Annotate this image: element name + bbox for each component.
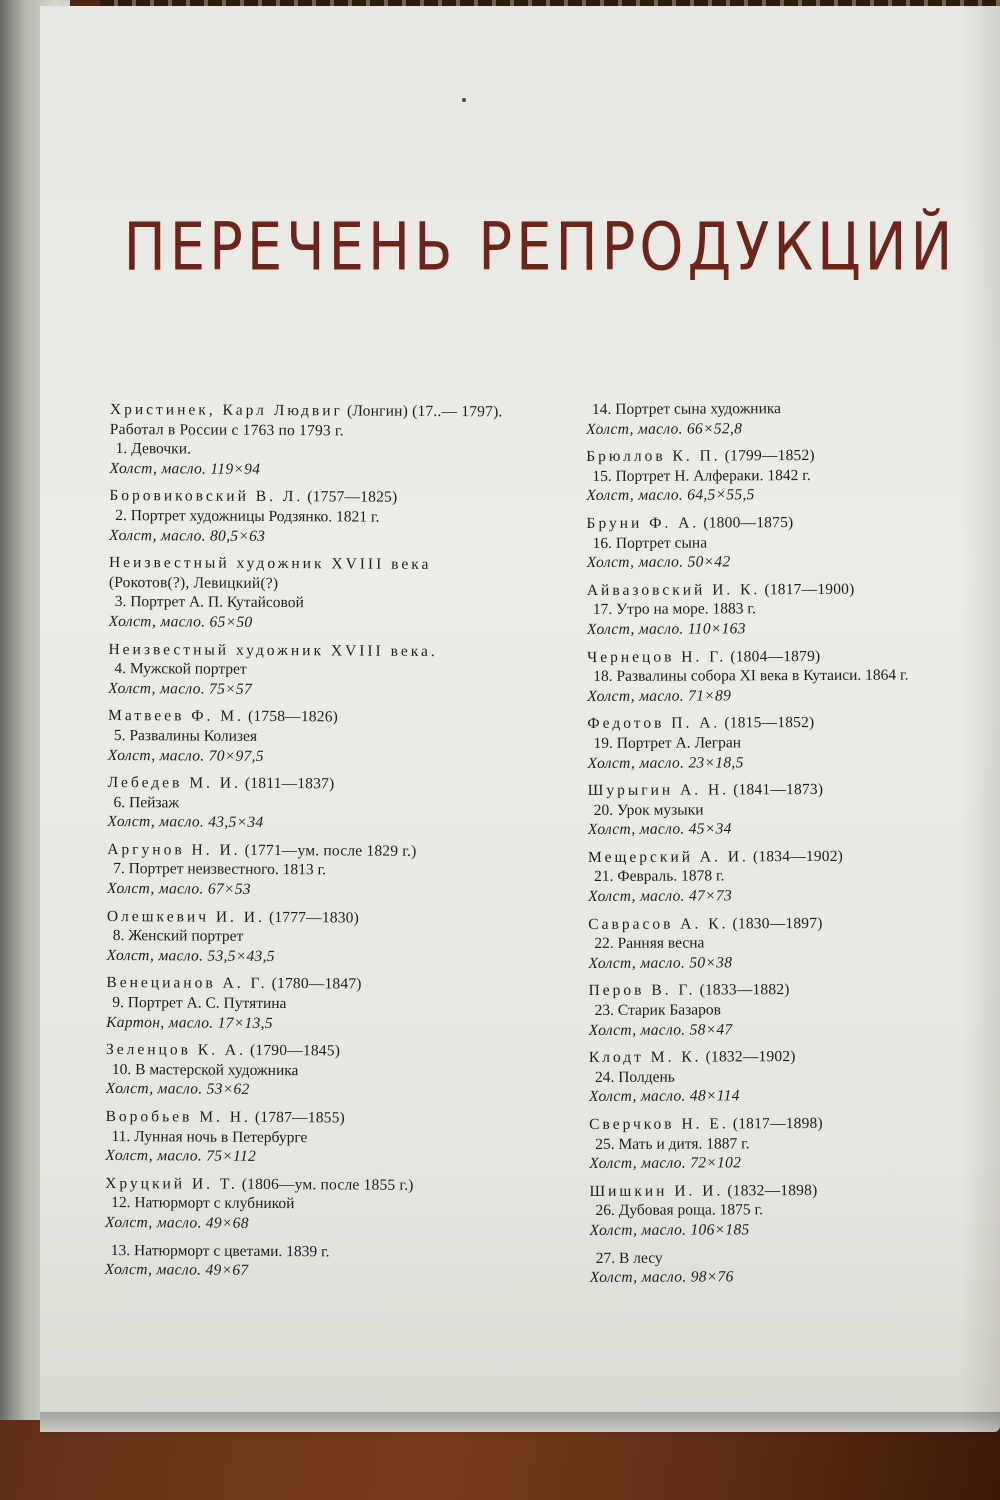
- artwork-medium: Холст, масло. 70×97,5: [107, 746, 264, 765]
- artist-dates: (1817—1900): [760, 580, 855, 598]
- artist-dates: (1806—ум. после 1855 г.): [237, 1175, 414, 1194]
- artist-name: Матвеев Ф. М.: [108, 707, 244, 726]
- artwork-title: 4. Мужской портрет: [114, 660, 247, 678]
- artwork-title: 14. Портрет сына художника: [592, 400, 782, 418]
- artist-name: Венецианов А. Г.: [106, 974, 268, 993]
- artwork-medium: Холст, масло. 43,5×34: [107, 813, 264, 832]
- artwork-medium: Холст, масло. 47×73: [588, 887, 733, 906]
- artwork-title: 15. Портрет Н. Алфераки. 1842 г.: [592, 466, 811, 485]
- artist-dates: (1790—1845): [245, 1042, 341, 1060]
- artwork-medium: Холст, масло. 80,5×63: [109, 526, 266, 545]
- artwork-title: 12. Натюрморт с клубникой: [111, 1194, 295, 1213]
- catalog-entry: [589, 1113, 984, 1174]
- artwork-title: 20. Урок музыки: [593, 801, 704, 819]
- artist-line: [587, 579, 982, 600]
- artist-line: [587, 713, 982, 734]
- artist-name: Сверчков Н. Е.: [589, 1115, 729, 1133]
- artwork-title: 23. Старик Базаров: [594, 1001, 721, 1019]
- catalog-entry: [587, 579, 982, 640]
- artist-line: [586, 512, 981, 533]
- artist-line: [105, 1174, 505, 1196]
- artwork-title: 21. Февраль. 1878 г.: [594, 867, 725, 886]
- artist-line: [109, 553, 509, 595]
- artist-dates: (1780—1847): [267, 975, 362, 993]
- catalog-entry: [588, 846, 983, 907]
- artist-dates: (1811—1837): [240, 774, 335, 793]
- artwork-medium: Холст, масло. 53,5×43,5: [106, 946, 275, 965]
- artist-dates: (1804—1879): [726, 647, 821, 665]
- artist-dates: (1799—1852): [720, 447, 815, 465]
- catalog-entry: [108, 640, 508, 701]
- artist-dates: (1832—1902): [701, 1048, 796, 1066]
- catalog-entry: [107, 907, 507, 968]
- catalog-entry: [586, 398, 981, 439]
- artwork-medium: Холст, масло. 75×112: [105, 1147, 257, 1166]
- artist-dates: (1833—1882): [695, 981, 790, 999]
- artist-line: [106, 1040, 506, 1062]
- artist-line: [107, 840, 507, 862]
- artwork-medium: Холст, масло. 98×76: [589, 1268, 734, 1287]
- artist-line: [110, 400, 510, 442]
- artist-name: Чернецов Н. Г.: [587, 647, 727, 666]
- artwork-title: 7. Портрет неизвестного. 1813 г.: [113, 860, 327, 879]
- artist-dates: (1830—1897): [728, 914, 823, 933]
- artist-dates: (1841—1873): [729, 781, 824, 799]
- artist-line: [108, 773, 508, 795]
- artist-name: Христинек, Карл Людвиг: [109, 400, 343, 420]
- artwork-title: 25. Мать и дитя. 1887 г.: [595, 1134, 750, 1153]
- artwork-title: 10. В мастерской художника: [111, 1060, 299, 1079]
- artist-dates: (1817—1898): [728, 1114, 823, 1133]
- artwork-title: 26. Дубовая роща. 1875 г.: [595, 1201, 764, 1220]
- artwork-medium: Холст, масло. 72×102: [589, 1154, 742, 1173]
- artist-dates: (1771—ум. после 1829 г.): [240, 841, 417, 860]
- artist-name: Федотов П. А.: [587, 714, 721, 733]
- right-column: [586, 398, 985, 1295]
- artwork-title: 9. Портрет А. С. Путятина: [112, 994, 287, 1013]
- page-bottom-shadow: [40, 1412, 1000, 1440]
- artist-line: [589, 1113, 984, 1134]
- artwork-medium: Холст, масло. 106×185: [589, 1221, 750, 1239]
- page-title: ПЕРЕЧЕНЬ РЕПРОДУКЦИЙ: [123, 209, 957, 286]
- artwork-medium: Холст, масло. 65×50: [108, 612, 253, 631]
- artist-line: [108, 640, 508, 662]
- artwork-title: 22. Ранняя весна: [594, 934, 705, 953]
- artwork-title: 5. Развалины Колизея: [113, 726, 258, 745]
- catalog-entry: [587, 646, 982, 707]
- artist-dates: (1800—1875): [699, 514, 794, 532]
- catalog-entry: [105, 1107, 505, 1168]
- catalog-entry: [105, 1241, 505, 1283]
- artist-name: Лебедев М. И.: [107, 774, 241, 792]
- artwork-title: 8. Женский портрет: [112, 927, 244, 946]
- catalog-entry: [106, 973, 506, 1034]
- artist-name: Неизвестный художник XVIII века: [108, 554, 432, 574]
- catalog-entry: [105, 1174, 505, 1235]
- artist-name: Боровиковский В. Л.: [109, 487, 304, 506]
- artist-name: Мещерский А. И.: [587, 848, 749, 866]
- artist-name: Шишкин И. И.: [589, 1182, 724, 1200]
- artwork-medium: Холст, масло. 58×47: [588, 1020, 733, 1039]
- artwork-title: 16. Портрет сына: [592, 534, 708, 552]
- artist-name: Брюллов К. П.: [586, 447, 721, 466]
- artist-line: [589, 1180, 984, 1201]
- catalog-entry: [590, 1247, 985, 1288]
- artwork-title: 18. Развалины собора XI века в Кутаиси. 1864 г.: [593, 666, 909, 686]
- artist-dates: (1777—1830): [264, 908, 360, 927]
- artist-line: [589, 1046, 984, 1067]
- artwork-medium: Холст, масло. 71×89: [587, 687, 732, 705]
- artwork-title: 27. В лесу: [595, 1249, 663, 1267]
- catalog-entry: [107, 773, 507, 834]
- artist-name: Перов В. Г.: [588, 981, 696, 1000]
- artist-line: [106, 973, 506, 995]
- artist-dates: (1787—1855): [250, 1108, 345, 1127]
- artwork-title: 1. Девочки.: [115, 440, 191, 458]
- artwork-medium: Холст, масло. 110×163: [586, 620, 746, 638]
- artist-name: Саврасов А. К.: [588, 915, 729, 933]
- artist-line: [107, 907, 507, 929]
- artwork-medium: Картон, масло. 17×13,5: [106, 1013, 273, 1032]
- artist-name: Клодт М. К.: [588, 1048, 702, 1067]
- catalog-entry: [109, 486, 509, 547]
- artwork-medium: Холст, масло. 23×18,5: [587, 753, 744, 772]
- catalog-entry: [588, 779, 983, 840]
- catalog-entry: [586, 445, 981, 506]
- artist-line: [109, 486, 509, 508]
- catalog-entry: [107, 840, 507, 901]
- catalog-entry: [588, 913, 983, 974]
- artist-dates: (1758—1826): [243, 708, 339, 726]
- artwork-medium: Холст, масло. 53×62: [105, 1080, 250, 1099]
- artist-line: [108, 706, 508, 728]
- artwork-medium: Холст, масло. 119×94: [109, 459, 261, 478]
- artwork-medium: Холст, масло. 45×34: [587, 820, 732, 839]
- artwork-title: 6. Пейзаж: [113, 793, 180, 812]
- artist-line: [587, 646, 982, 667]
- artwork-medium: Холст, масло. 66×52,8: [586, 419, 743, 438]
- artist-line: [588, 779, 983, 800]
- artist-name: Хруцкий И. Т.: [105, 1174, 238, 1193]
- artwork-title: 17. Утро на море. 1883 г.: [592, 600, 756, 619]
- page-speck: [462, 98, 466, 102]
- catalog-entry: [587, 713, 982, 774]
- artwork-medium: Холст, масло. 49×67: [104, 1261, 249, 1280]
- artist-dates: (1815—1852): [720, 714, 815, 732]
- catalog-entry: [586, 512, 981, 573]
- catalog-entry: [106, 1040, 506, 1101]
- artwork-medium: Холст, масло. 64,5×55,5: [586, 486, 755, 505]
- artwork-title: 11. Лунная ночь в Петербурге: [111, 1127, 308, 1146]
- artist-line: [586, 445, 981, 466]
- artist-line: [588, 846, 983, 867]
- artist-name: Шурыгин А. Н.: [587, 781, 730, 800]
- artwork-medium: Холст, масло. 48×114: [589, 1087, 740, 1106]
- catalog-entry: [589, 1180, 984, 1241]
- artwork-medium: Холст, масло. 50×42: [586, 553, 731, 572]
- catalog-entry: [589, 1046, 984, 1107]
- artist-dates: (Рокотов(?), Левицкий(?): [108, 573, 279, 592]
- catalog-entry: [589, 980, 984, 1041]
- artist-line: [589, 980, 984, 1001]
- artist-dates: (1834—1902): [748, 847, 844, 866]
- artist-dates: (1757—1825): [303, 488, 398, 507]
- artist-line: [588, 913, 983, 934]
- artist-name: Олешкевич И. И.: [106, 907, 265, 926]
- artist-name: Аргунов Н. И.: [107, 840, 241, 859]
- artist-name: Зеленцов К. А.: [105, 1041, 247, 1060]
- artwork-title: 3. Портрет А. П. Кутайсовой: [114, 593, 304, 612]
- artist-name: Воробьев М. Н.: [105, 1107, 251, 1126]
- artwork-title: 24. Полдень: [594, 1068, 675, 1086]
- artist-name: Неизвестный художник XVIII века.: [108, 640, 438, 660]
- catalog-entry: [108, 706, 508, 767]
- catalog-entry: [110, 400, 510, 481]
- artist-name: Айвазовский И. К.: [586, 580, 761, 599]
- artwork-title: 19. Портрет А. Легран: [593, 734, 742, 752]
- artist-name: Бруни Ф. А.: [586, 514, 700, 532]
- artwork-medium: Холст, масло. 67×53: [106, 880, 251, 898]
- artist-dates: (Лонгин) (17..— 1797). Работал в России с 1763 по 1793 г.: [109, 402, 503, 440]
- artist-line: [106, 1107, 506, 1129]
- artwork-title: 2. Портрет художницы Родзянко. 1821 г.: [115, 507, 380, 526]
- artwork-medium: Холст, масло. 75×57: [108, 679, 253, 698]
- artwork-medium: Холст, масло. 50×38: [588, 954, 733, 972]
- artist-dates: (1832—1898): [723, 1181, 818, 1200]
- artwork-title: 13. Натюрморт с цветами. 1839 г.: [110, 1241, 330, 1260]
- catalog-entry: [109, 553, 509, 634]
- artwork-medium: Холст, масло. 49×68: [104, 1213, 249, 1232]
- left-column: [105, 400, 510, 1290]
